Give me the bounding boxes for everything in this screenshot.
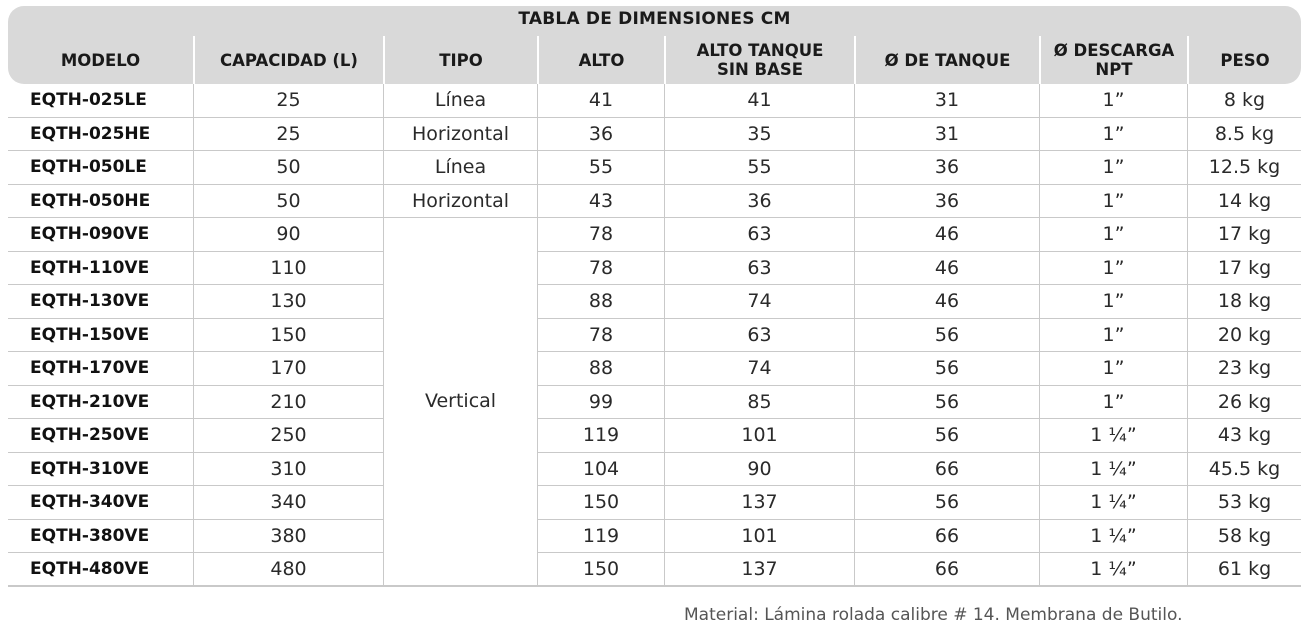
cell-alto-sin-base: 137 xyxy=(664,486,854,520)
cell-alto-sin-base: 90 xyxy=(664,453,854,487)
material-footnote: Material: Lámina rolada calibre # 14. Membrana de Butilo. xyxy=(684,605,1183,625)
cell-alto-sin-base: 101 xyxy=(664,419,854,453)
cell-alto: 150 xyxy=(537,486,664,520)
header-peso: PESO xyxy=(1187,36,1301,84)
cell-alto-sin-base: 85 xyxy=(664,386,854,420)
cell-descarga: 1 ¼” xyxy=(1039,520,1187,554)
cell-alto-sin-base: 74 xyxy=(664,285,854,319)
cell-descarga: 1” xyxy=(1039,319,1187,353)
cell-tipo: Vertical xyxy=(383,218,537,587)
cell-diametro: 46 xyxy=(854,218,1039,252)
cell-peso: 18 kg xyxy=(1187,285,1301,319)
dimensions-table xyxy=(8,6,1301,587)
cell-alto: 41 xyxy=(537,84,664,118)
cell-alto: 150 xyxy=(537,553,664,587)
cell-alto: 55 xyxy=(537,151,664,185)
header-alto-sin-base: ALTO TANQUE SIN BASE xyxy=(664,36,854,84)
cell-diametro: 56 xyxy=(854,486,1039,520)
cell-alto: 104 xyxy=(537,453,664,487)
cell-capacidad: 25 xyxy=(193,118,383,152)
cell-peso: 14 kg xyxy=(1187,185,1301,219)
table-body xyxy=(8,84,1301,587)
cell-diametro: 46 xyxy=(854,285,1039,319)
cell-modelo: EQTH-380VE xyxy=(8,520,193,554)
cell-modelo: EQTH-110VE xyxy=(8,252,193,286)
cell-alto-sin-base: 101 xyxy=(664,520,854,554)
cell-diametro: 36 xyxy=(854,185,1039,219)
cell-descarga: 1” xyxy=(1039,285,1187,319)
cell-peso: 53 kg xyxy=(1187,486,1301,520)
cell-modelo: EQTH-025HE xyxy=(8,118,193,152)
cell-alto: 43 xyxy=(537,185,664,219)
cell-capacidad: 130 xyxy=(193,285,383,319)
cell-diametro: 46 xyxy=(854,252,1039,286)
column-headers xyxy=(8,36,1301,84)
cell-modelo: EQTH-170VE xyxy=(8,352,193,386)
cell-alto-sin-base: 36 xyxy=(664,185,854,219)
cell-modelo: EQTH-250VE xyxy=(8,419,193,453)
cell-capacidad: 110 xyxy=(193,252,383,286)
cell-tipo: Horizontal xyxy=(383,185,537,219)
cell-diametro: 66 xyxy=(854,453,1039,487)
cell-peso: 61 kg xyxy=(1187,553,1301,587)
cell-descarga: 1” xyxy=(1039,151,1187,185)
cell-capacidad: 480 xyxy=(193,553,383,587)
cell-tipo: Horizontal xyxy=(383,118,537,152)
cell-capacidad: 90 xyxy=(193,218,383,252)
cell-descarga: 1” xyxy=(1039,118,1187,152)
cell-capacidad: 50 xyxy=(193,185,383,219)
cell-alto: 36 xyxy=(537,118,664,152)
header-capacidad: CAPACIDAD (L) xyxy=(193,36,383,84)
cell-descarga: 1 ¼” xyxy=(1039,453,1187,487)
cell-peso: 8.5 kg xyxy=(1187,118,1301,152)
cell-alto-sin-base: 41 xyxy=(664,84,854,118)
cell-alto: 78 xyxy=(537,218,664,252)
cell-alto-sin-base: 35 xyxy=(664,118,854,152)
cell-peso: 17 kg xyxy=(1187,218,1301,252)
cell-peso: 45.5 kg xyxy=(1187,453,1301,487)
table-header xyxy=(8,6,1301,84)
cell-alto-sin-base: 74 xyxy=(664,352,854,386)
cell-peso: 8 kg xyxy=(1187,84,1301,118)
cell-peso: 12.5 kg xyxy=(1187,151,1301,185)
cell-modelo: EQTH-050LE xyxy=(8,151,193,185)
header-diametro: Ø DE TANQUE xyxy=(854,36,1039,84)
cell-descarga: 1” xyxy=(1039,386,1187,420)
cell-peso: 58 kg xyxy=(1187,520,1301,554)
cell-descarga: 1” xyxy=(1039,218,1187,252)
cell-alto: 119 xyxy=(537,520,664,554)
cell-descarga: 1” xyxy=(1039,84,1187,118)
cell-descarga: 1” xyxy=(1039,185,1187,219)
cell-capacidad: 210 xyxy=(193,386,383,420)
cell-tipo: Línea xyxy=(383,151,537,185)
cell-alto-sin-base: 63 xyxy=(664,252,854,286)
cell-diametro: 56 xyxy=(854,319,1039,353)
cell-peso: 17 kg xyxy=(1187,252,1301,286)
cell-diametro: 56 xyxy=(854,419,1039,453)
cell-modelo: EQTH-210VE xyxy=(8,386,193,420)
cell-capacidad: 25 xyxy=(193,84,383,118)
table-title: TABLA DE DIMENSIONES CM xyxy=(518,9,791,29)
cell-alto: 119 xyxy=(537,419,664,453)
cell-diametro: 36 xyxy=(854,151,1039,185)
cell-diametro: 66 xyxy=(854,520,1039,554)
cell-modelo: EQTH-150VE xyxy=(8,319,193,353)
header-modelo: MODELO xyxy=(60,50,141,70)
cell-descarga: 1 ¼” xyxy=(1039,419,1187,453)
cell-descarga: 1” xyxy=(1039,252,1187,286)
cell-tipo: Línea xyxy=(383,84,537,118)
cell-diametro: 66 xyxy=(854,553,1039,587)
cell-diametro: 31 xyxy=(854,84,1039,118)
cell-alto-sin-base: 137 xyxy=(664,553,854,587)
cell-modelo: EQTH-480VE xyxy=(8,553,193,587)
cell-capacidad: 150 xyxy=(193,319,383,353)
cell-alto: 78 xyxy=(537,252,664,286)
cell-descarga: 1 ¼” xyxy=(1039,553,1187,587)
cell-capacidad: 50 xyxy=(193,151,383,185)
cell-alto-sin-base: 63 xyxy=(664,218,854,252)
cell-capacidad: 250 xyxy=(193,419,383,453)
header-alto: ALTO xyxy=(537,36,664,84)
cell-modelo: EQTH-130VE xyxy=(8,285,193,319)
cell-diametro: 56 xyxy=(854,352,1039,386)
cell-alto-sin-base: 63 xyxy=(664,319,854,353)
cell-alto: 78 xyxy=(537,319,664,353)
cell-peso: 43 kg xyxy=(1187,419,1301,453)
cell-diametro: 31 xyxy=(854,118,1039,152)
cell-modelo: EQTH-025LE xyxy=(8,84,193,118)
cell-modelo: EQTH-050HE xyxy=(8,185,193,219)
cell-peso: 23 kg xyxy=(1187,352,1301,386)
cell-alto: 99 xyxy=(537,386,664,420)
cell-diametro: 56 xyxy=(854,386,1039,420)
cell-capacidad: 380 xyxy=(193,520,383,554)
cell-peso: 26 kg xyxy=(1187,386,1301,420)
cell-capacidad: 340 xyxy=(193,486,383,520)
cell-alto: 88 xyxy=(537,352,664,386)
cell-capacidad: 310 xyxy=(193,453,383,487)
header-descarga: Ø DESCARGA NPT xyxy=(1039,36,1187,84)
cell-modelo: EQTH-090VE xyxy=(8,218,193,252)
cell-capacidad: 170 xyxy=(193,352,383,386)
cell-descarga: 1” xyxy=(1039,352,1187,386)
cell-alto: 88 xyxy=(537,285,664,319)
cell-modelo: EQTH-310VE xyxy=(8,453,193,487)
cell-peso: 20 kg xyxy=(1187,319,1301,353)
cell-alto-sin-base: 55 xyxy=(664,151,854,185)
cell-descarga: 1 ¼” xyxy=(1039,486,1187,520)
cell-modelo: EQTH-340VE xyxy=(8,486,193,520)
header-tipo: TIPO xyxy=(383,36,537,84)
